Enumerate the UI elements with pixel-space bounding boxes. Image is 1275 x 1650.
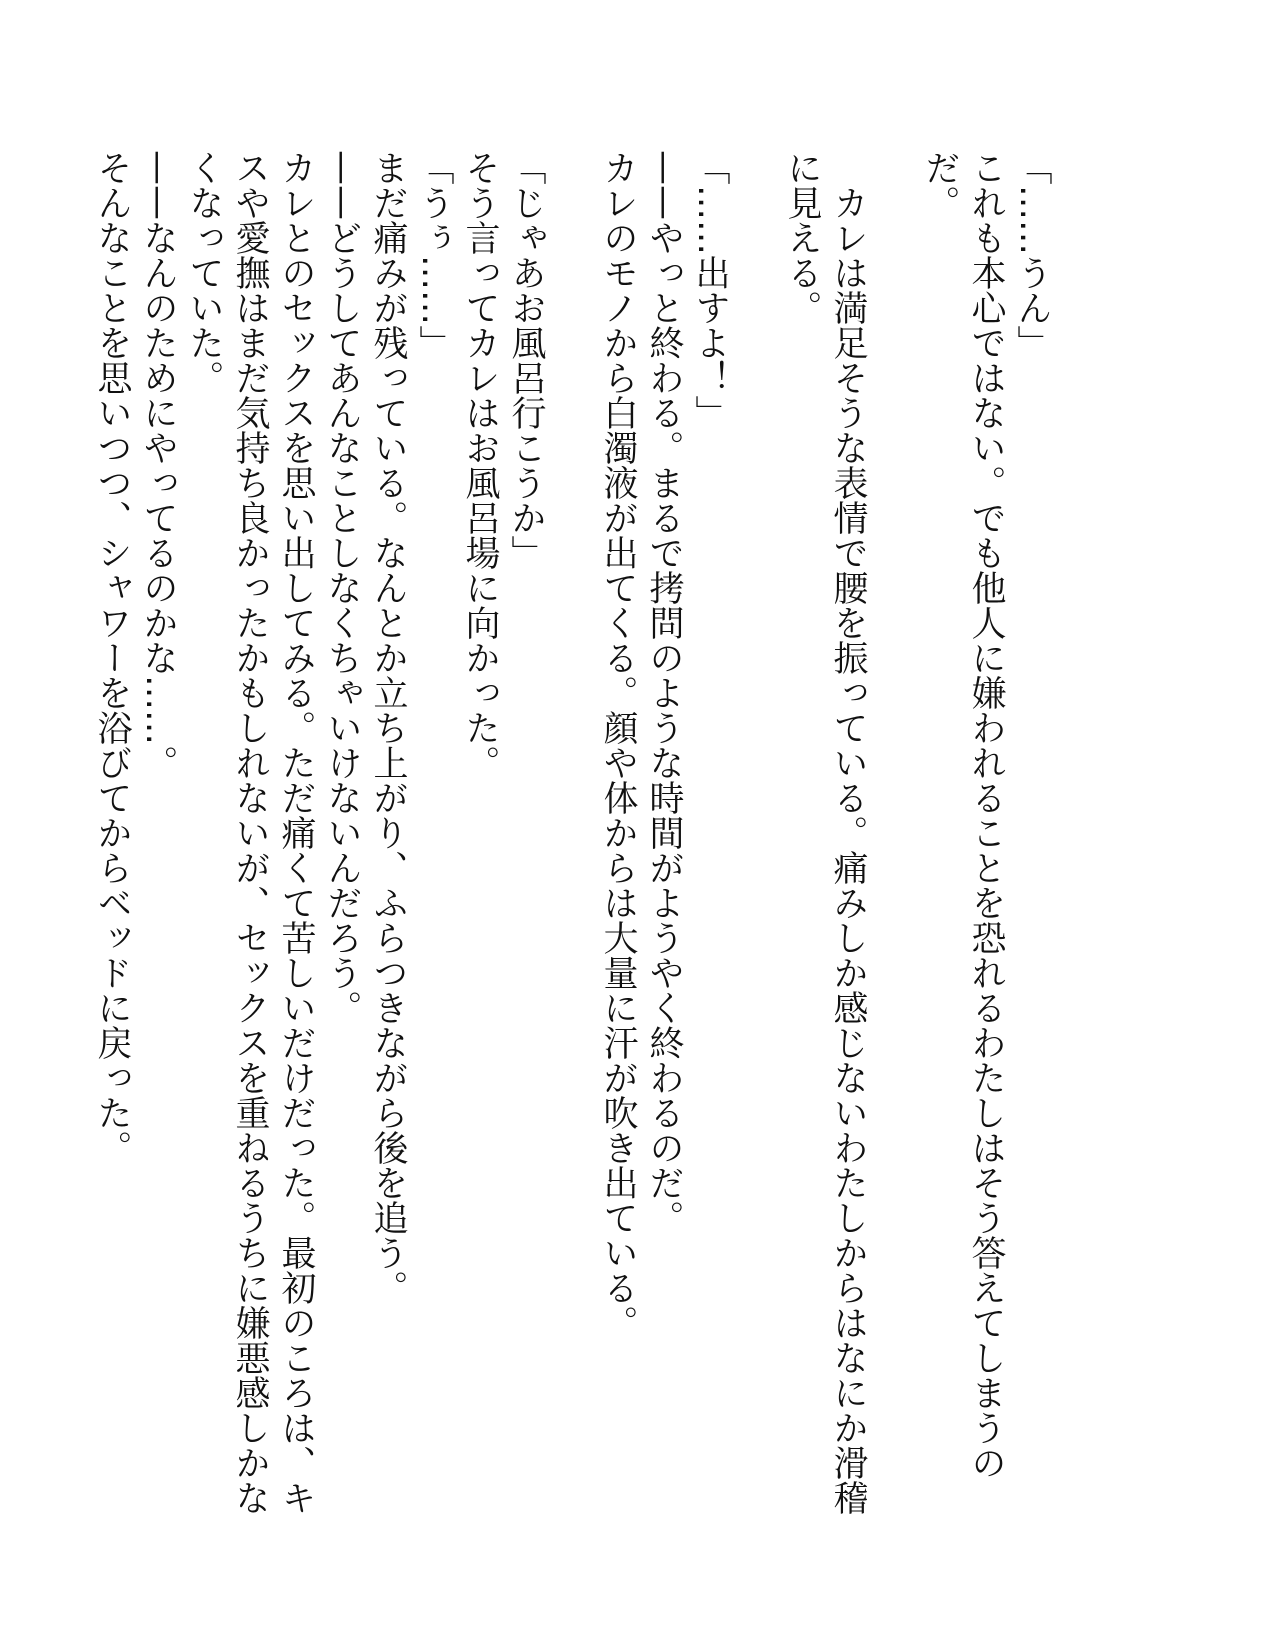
text-line: ——どうしてあんなことしなくちゃいけないんだろう。 <box>322 150 362 1025</box>
text-line: ——やっと終わる。まるで拷問のような時間がようやく終わるのだ。 <box>644 150 684 1235</box>
text-line: まだ痛みが残っている。なんとか立ち上がり、ふらつきながら後を追う。 <box>368 150 408 1305</box>
text-line: 「じゃあお風呂行こうか」 <box>506 150 546 570</box>
text-line: カレとのセックスを思い出してみる。ただ痛くて苦しいだけだった。最初のころは、キスや愛撫はまだ気持ち良かったかもしれないが、セックスを重ねるうちに嫌悪感しかなくなっていた。 <box>184 150 316 1515</box>
novel-text <box>89 150 1055 1530</box>
blank-line <box>733 150 779 1530</box>
blank-line <box>549 150 595 1530</box>
text-line: 「……出すよ！」 <box>690 150 730 430</box>
text-line: これも本心ではない。でも他人に嫌われることを恐れるわたしはそう答えてしまうのだ。 <box>920 150 1006 1480</box>
text-line: 「うぅ……」 <box>414 150 454 360</box>
blank-line <box>871 150 917 1530</box>
text-line: カレのモノから白濁液が出てくる。顔や体からは大量に汗が吹き出ている。 <box>598 150 638 1340</box>
text-line: カレは満足そうな表情で腰を振っている。痛みしか感じないわたしからはなにか滑稽に見える。 <box>782 150 868 1515</box>
text-line: そう言ってカレはお風呂場に向かった。 <box>460 150 500 780</box>
text-line: そんなことを思いつつ、シャワーを浴びてからベッドに戻った。 <box>92 150 132 1165</box>
text-line: ——なんのためにやってるのかな……。 <box>138 150 178 780</box>
text-line: 「……うん」 <box>1012 150 1052 360</box>
